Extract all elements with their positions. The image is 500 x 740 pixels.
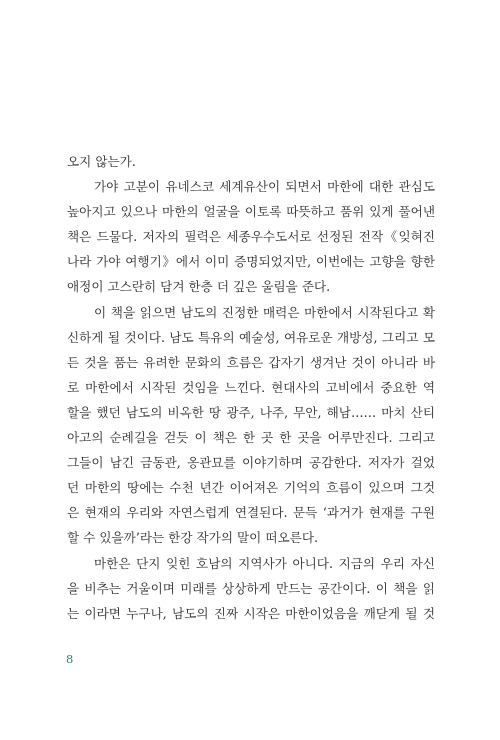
text-line: 로 마한에서 시작된 것임을 느낀다. 현대사의 고비에서 중요한 역	[67, 379, 435, 395]
text-line: 애정이 고스란히 담겨 한층 더 깊은 울림을 준다.	[67, 279, 331, 295]
text-line: 은 현재의 우리와 자연스럽게 연결된다. 문득 ‘과거가 현재를 구원	[67, 505, 435, 521]
text-line: 든 것을 품는 유려한 문화의 흐름은 갑자기 생겨난 것이 아니라 바	[67, 354, 435, 370]
text-line: 아고의 순례길을 걷듯 이 책은 한 곳 한 곳을 어루만진다. 그리고	[67, 430, 435, 446]
text-line: 오지 않는가.	[67, 154, 136, 169]
text-line: 는 이라면 누구나, 남도의 진짜 시작은 마한이었음을 깨닫게 될 것	[67, 605, 435, 621]
text-line: 나라 가야 여행기》에서 이미 증명되었지만, 이번에는 고향을 향한	[67, 254, 435, 270]
text-line: 마한은 단지 잊힌 호남의 지역사가 아니다. 지금의 우리 자신	[94, 555, 435, 571]
text-line: 책은 드물다. 저자의 필력은 세종우수도서로 선정된 전작《잊혀진	[67, 229, 435, 245]
text-line: 그들이 남긴 금동관, 옹관묘를 이야기하며 공감한다. 저자가 걸었	[67, 455, 435, 471]
text-line: 던 마한의 땅에는 수천 년간 이어져온 기억의 흐름이 있으며 그것	[67, 480, 435, 496]
text-line: 할 수 있을까’라는 한강 작가의 말이 떠오른다.	[67, 530, 319, 546]
body-text	[67, 149, 435, 626]
text-line: 할을 했던 남도의 비옥한 땅 광주, 나주, 무안, 해남…… 마치 산티	[67, 404, 435, 420]
text-line: 이 책을 읽으면 남도의 진정한 매력은 마한에서 시작된다고 확	[94, 304, 435, 320]
text-line: 가야 고분이 유네스코 세계유산이 되면서 마한에 대한 관심도	[94, 179, 435, 195]
text-line: 신하게 될 것이다. 남도 특유의 예술성, 여유로운 개방성, 그리고 모	[67, 329, 435, 345]
text-line: 을 비추는 거울이며 미래를 상상하게 만드는 공간이다. 이 책을 읽	[67, 580, 435, 596]
page-number: 8	[66, 652, 74, 666]
text-line: 높아지고 있으나 마한의 얼굴을 이토록 따뜻하고 품위 있게 풀어낸	[67, 204, 435, 220]
